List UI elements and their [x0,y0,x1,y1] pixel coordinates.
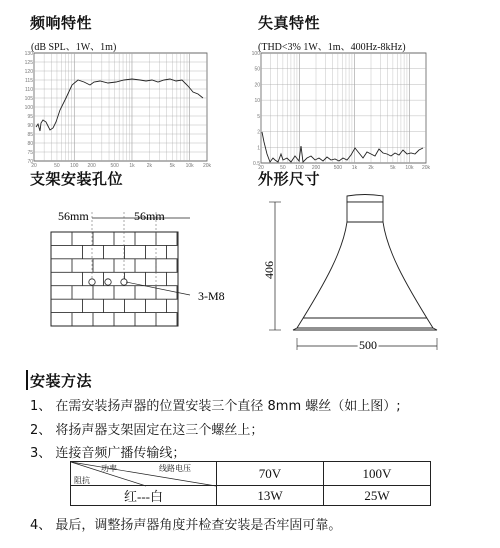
outline-width-dim: 500 [359,338,377,352]
horn-outline [293,195,437,331]
install-step-1: 1、 在需安装扬声器的位置安装三个直径 8mm 螺丝（如上图）; [30,399,401,414]
distortion-chart-frame [261,53,426,163]
dist-xtick: 50 [280,165,286,171]
table-header-diagonals [71,462,216,486]
brick-wall [51,232,178,326]
dist-xtick: 100 [295,165,304,171]
mount-holes-title: 支架安装孔位 [30,170,124,188]
dist-xtick: 200 [311,165,321,171]
freq-ytick: 70 [27,159,33,165]
freq-ytick: 105 [24,96,33,102]
freq-xtick: 2k [146,163,152,169]
dist-xtick: 2k [368,165,374,171]
wiring-table [70,461,431,506]
dist-xtick: 1k [351,165,358,171]
freq-ytick: 120 [24,69,33,75]
install-title-marker [26,370,28,390]
outline-height-dim: 406 [262,261,276,279]
mount-diagram [40,200,250,330]
freq-ytick: 90 [27,123,33,129]
freq-xtick: 50 [54,163,60,169]
dist-ytick: 100 [251,51,260,57]
distortion-subtitle: (THD<3% 1W、1m、400Hz-8kHz) [258,42,406,53]
freq-xtick: 20k [202,163,212,169]
dist-ytick: 5 [257,113,260,120]
dist-ytick: 0.5 [253,161,260,167]
freq-ytick: 80 [27,141,33,147]
install-title: 安装方法 [30,372,93,390]
freq-response-title: 频响特性 [30,14,93,32]
distortion-chart [251,50,440,172]
dist-ytick: 50 [254,66,260,73]
dist-ytick: 20 [254,82,260,89]
mount-left-dim: 56mm [58,209,89,223]
mount-right-dim: 56mm [134,209,165,223]
table-hdr-power: 功率 [101,464,117,473]
freq-ytick: 85 [27,132,33,138]
freq-ytick: 95 [27,114,33,120]
table-col-70v: 70V [217,462,324,486]
install-step-3: 3、 连接音频广播传输线； [30,446,186,461]
freq-ytick: 130 [24,51,33,57]
freq-ytick: 75 [27,150,33,156]
dist-ytick: 10 [254,98,260,105]
freq-xtick: 500 [110,163,119,169]
freq-ytick: 100 [24,105,33,111]
install-step-4: 4、 最后，调整扬声器角度并检查安装是否牢固可靠。 [30,518,342,533]
dist-ytick: 1 [257,145,260,152]
table-row-label: 红---白 [71,486,217,506]
table-hdr-impedance: 阻抗 [74,476,90,485]
dist-xtick: 20k [421,165,431,171]
table-hdr-line-voltage: 线路电压 [159,464,191,473]
freq-xtick: 1k [129,163,135,169]
freq-response-chart [24,50,213,170]
dist-xtick: 10k [405,165,414,171]
outline-dims-title: 外形尺寸 [258,170,321,188]
freq-ytick: 110 [25,87,33,93]
freq-xtick: 20 [31,163,37,169]
dist-xtick: 20 [258,165,264,171]
freq-response-subtitle: (dB SPL、1W、1m) [31,42,117,53]
dist-xtick: 5k [390,165,396,171]
freq-ytick: 115 [25,78,33,84]
screw-label: 3-M8 [198,289,225,303]
outline-diagram [255,190,475,355]
screw-hole-1 [89,279,95,285]
distortion-title: 失真特性 [258,14,321,32]
dist-ytick: 2 [257,129,260,136]
dist-xtick: 500 [333,165,343,171]
table-header-cell [71,462,217,486]
freq-ytick: 125 [24,60,33,66]
freq-xtick: 5k [169,163,175,169]
screw-hole-2 [105,279,111,285]
table-val-100v: 25W [324,486,431,506]
table-val-70v: 13W [217,486,324,506]
freq-xtick: 100 [70,163,79,169]
freq-xtick: 200 [87,163,96,169]
freq-xtick: 10k [185,163,194,169]
install-step-2: 2、 将扬声器支架固定在这三个螺丝上； [30,423,264,438]
table-col-100v: 100V [324,462,431,486]
